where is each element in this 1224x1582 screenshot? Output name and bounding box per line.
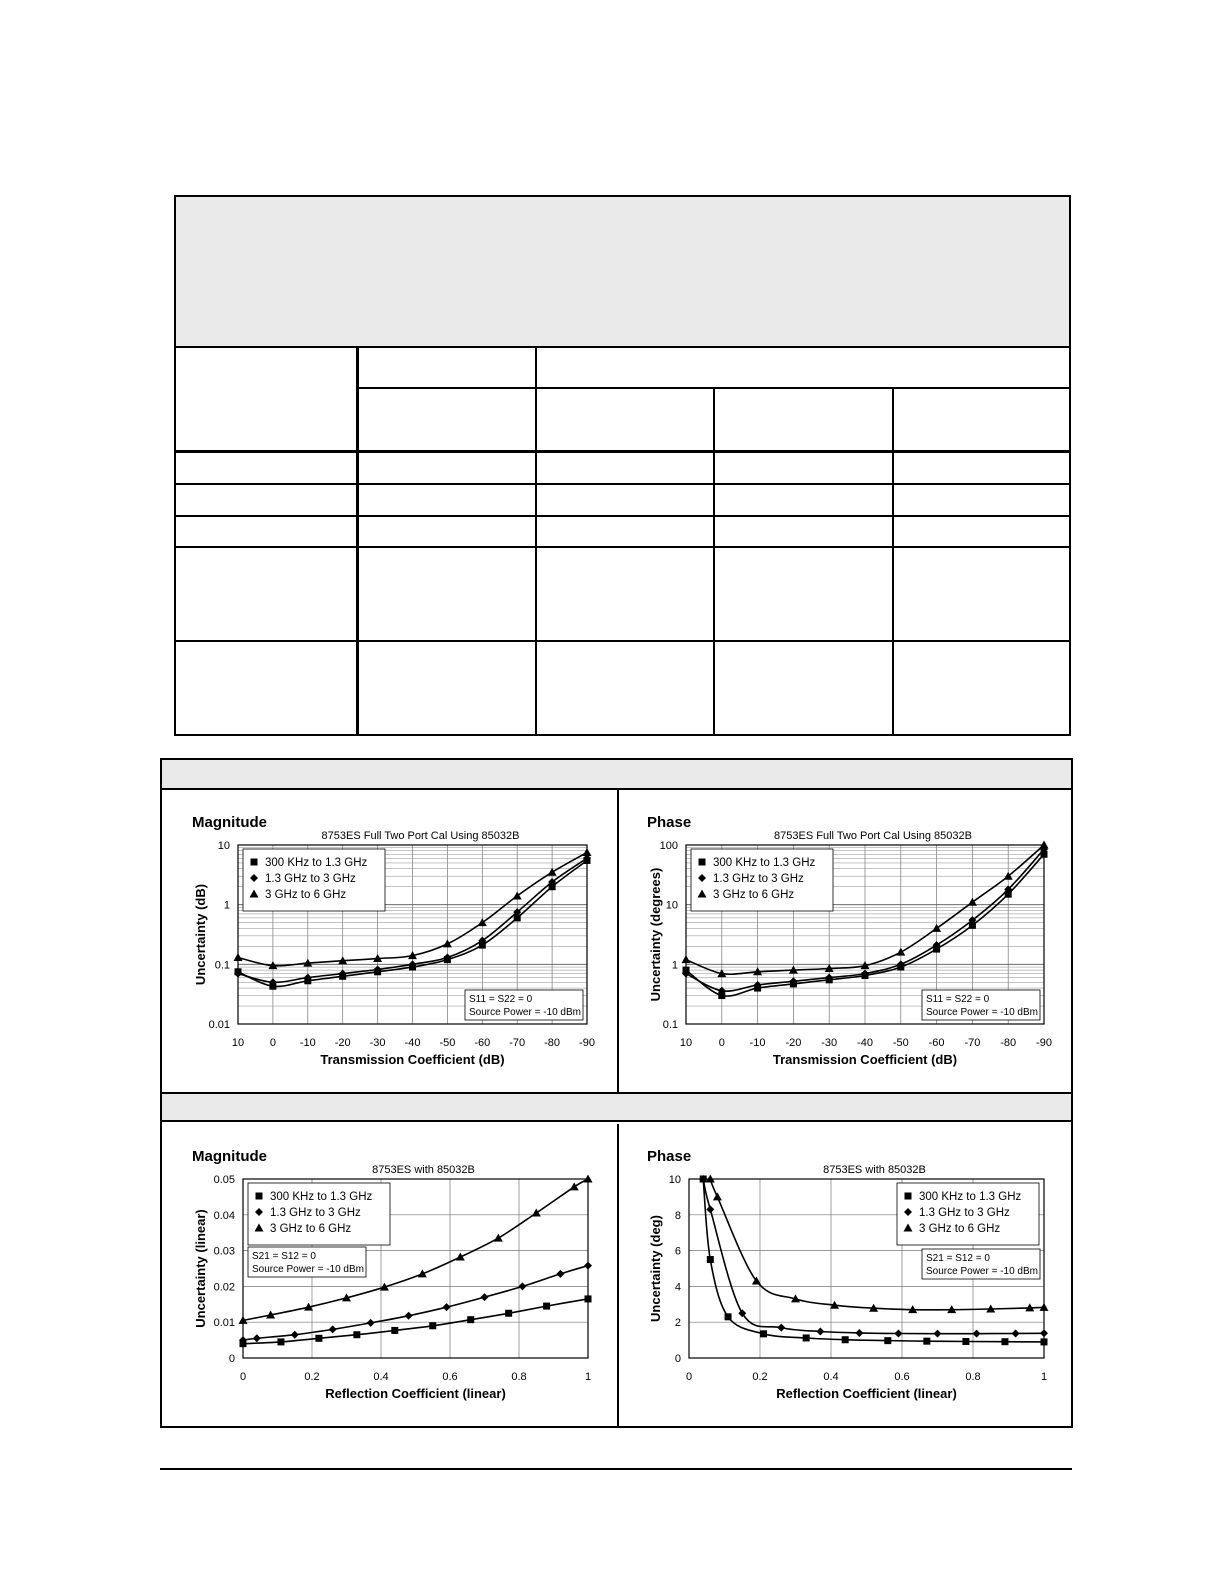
square-marker: [842, 1336, 849, 1343]
square-marker: [315, 1335, 322, 1342]
diamond-marker: [934, 1330, 942, 1338]
square-marker: [1041, 1338, 1048, 1345]
annotation-text: Source Power = -10 dBm: [252, 1264, 364, 1275]
diamond-marker: [556, 1270, 564, 1278]
x-tick-label: -30: [821, 1037, 838, 1049]
chart-title: 8753ES Full Two Port Cal Using 85032B: [321, 830, 520, 842]
x-tick-label: 0.4: [373, 1371, 389, 1383]
y-tick-label: 0: [674, 1353, 681, 1365]
diamond-marker: [518, 1282, 526, 1290]
y-tick-label: 0.1: [662, 1019, 678, 1031]
table-rule: [176, 546, 1069, 548]
y-tick-label: 0.01: [208, 1019, 230, 1031]
panel-label: Phase: [647, 814, 692, 831]
x-tick-label: -10: [299, 1037, 316, 1049]
x-axis-label: Reflection Coefficient (linear): [325, 1386, 506, 1401]
triangle-marker: [456, 1253, 465, 1261]
reflection-phase-chart: [617, 1124, 1071, 1426]
diamond-marker: [1040, 1329, 1048, 1337]
table-header-band: [176, 197, 1069, 310]
x-tick-label: 0.6: [442, 1371, 458, 1383]
chart-title: 8753ES with 85032B: [823, 1164, 926, 1176]
x-tick-label: -60: [474, 1037, 491, 1049]
y-axis-label: Uncertainty (degrees): [648, 867, 663, 1002]
diamond-marker: [973, 1330, 981, 1338]
triangle-marker: [570, 1182, 579, 1190]
square-marker: [277, 1338, 284, 1345]
panel-label: Magnitude: [192, 814, 267, 831]
diamond-marker: [443, 1303, 451, 1311]
legend-entry: 1.3 GHz to 3 GHz: [270, 1207, 361, 1219]
y-tick-label: 0.01: [213, 1317, 235, 1330]
legend-entry: 1.3 GHz to 3 GHz: [713, 873, 804, 885]
square-marker: [353, 1331, 360, 1338]
x-tick-label: 1: [584, 1371, 592, 1383]
x-tick-label: 0.4: [823, 1371, 839, 1383]
y-tick-label: 8: [674, 1209, 681, 1222]
triangle-marker: [443, 939, 452, 947]
x-axis-label: Transmission Coefficient (dB): [320, 1052, 505, 1067]
annotation-text: Source Power = -10 dBm: [926, 1266, 1038, 1277]
x-tick-label: 10: [679, 1037, 693, 1049]
legend-entry: 300 KHz to 1.3 GHz: [265, 857, 368, 869]
y-tick-label: 0: [228, 1353, 235, 1365]
diamond-marker: [253, 1334, 261, 1342]
square-marker: [760, 1330, 767, 1337]
panel-label: Phase: [647, 1148, 692, 1165]
y-axis-label: Uncertainty (dB): [193, 883, 208, 986]
triangle-marker: [896, 948, 905, 956]
x-tick-label: -80: [1000, 1037, 1017, 1049]
y-tick-label: 0.04: [213, 1209, 235, 1222]
square-marker: [429, 1322, 436, 1329]
y-tick-label: 0.1: [214, 959, 230, 972]
square-marker: [505, 1310, 512, 1317]
y-tick-label: 100: [659, 840, 678, 852]
annotation-text: Source Power = -10 dBm: [469, 1007, 581, 1018]
diamond-marker: [481, 1293, 489, 1301]
square-marker: [256, 1193, 263, 1200]
x-tick-label: -90: [579, 1037, 595, 1049]
square-marker: [467, 1316, 474, 1323]
diamond-marker: [1012, 1329, 1020, 1337]
x-tick-label: 1: [1040, 1371, 1048, 1383]
legend-entry: 300 KHz to 1.3 GHz: [713, 857, 816, 869]
triangle-marker: [968, 898, 977, 906]
annotation-text: Source Power = -10 dBm: [926, 1007, 1038, 1018]
chart-title: 8753ES Full Two Port Cal Using 85032B: [774, 830, 972, 842]
legend-entry: 300 KHz to 1.3 GHz: [270, 1191, 373, 1203]
x-tick-label: -70: [964, 1037, 981, 1049]
diamond-marker: [706, 1205, 714, 1213]
square-marker: [699, 859, 706, 866]
x-tick-label: -60: [928, 1037, 945, 1049]
x-axis-label: Transmission Coefficient (dB): [772, 1052, 958, 1067]
x-tick-label: 0.8: [965, 1371, 981, 1383]
footer-rule: [160, 1468, 1072, 1470]
y-tick-label: 10: [665, 899, 678, 912]
diamond-marker: [894, 1329, 902, 1337]
square-marker: [543, 1303, 550, 1310]
y-tick-label: 1: [671, 959, 678, 972]
table-rule: [176, 450, 1069, 453]
x-tick-label: 0.2: [752, 1371, 768, 1383]
x-tick-label: 0.6: [894, 1371, 910, 1383]
y-tick-label: 1: [223, 899, 230, 912]
x-tick-label: -80: [544, 1037, 561, 1049]
y-axis-label: Uncertainty (deg): [648, 1215, 663, 1322]
panel-label: Magnitude: [192, 1148, 267, 1165]
y-tick-label: 0.05: [213, 1174, 235, 1186]
x-tick-label: 0: [718, 1037, 725, 1049]
y-tick-label: 6: [674, 1245, 681, 1258]
square-marker: [1001, 1338, 1008, 1345]
square-marker: [725, 1313, 732, 1320]
triangle-marker: [494, 1234, 503, 1242]
x-tick-label: 10: [231, 1037, 245, 1049]
diamond-marker: [855, 1329, 863, 1337]
annotation-text: S11 = S22 = 0: [469, 994, 533, 1005]
square-marker: [251, 859, 258, 866]
triangle-marker: [234, 953, 243, 961]
x-tick-label: 0.8: [511, 1371, 527, 1383]
legend-entry: 1.3 GHz to 3 GHz: [265, 873, 356, 885]
x-tick-label: 0: [685, 1371, 693, 1383]
transmission-band: [162, 760, 1071, 790]
legend-entry: 1.3 GHz to 3 GHz: [919, 1207, 1010, 1219]
x-tick-label: -40: [404, 1037, 421, 1049]
x-tick-label: -50: [439, 1037, 456, 1049]
annotation-text: S21 = S12 = 0: [926, 1253, 990, 1264]
triangle-marker: [532, 1209, 541, 1217]
square-marker: [905, 1193, 912, 1200]
x-axis-label: Reflection Coefficient (linear): [776, 1386, 957, 1401]
table-subheader-band: [176, 308, 1069, 348]
legend-entry: 3 GHz to 6 GHz: [713, 889, 795, 901]
x-tick-label: -40: [857, 1037, 873, 1049]
chart-title: 8753ES with 85032B: [372, 1164, 475, 1176]
x-tick-label: -30: [369, 1037, 386, 1049]
triangle-marker: [713, 1192, 722, 1200]
y-tick-label: 0.02: [213, 1281, 235, 1294]
triangle-marker: [478, 918, 487, 926]
y-tick-label: 4: [674, 1281, 681, 1294]
table-rule: [176, 640, 1069, 642]
table-rule: [176, 515, 1069, 517]
triangle-marker: [932, 924, 941, 932]
table-rule: [713, 387, 715, 734]
x-tick-label: -10: [749, 1037, 766, 1049]
x-tick-label: 0: [269, 1037, 276, 1049]
transmission-magnitude-chart: [162, 790, 615, 1090]
triangle-marker: [583, 848, 592, 856]
x-tick-label: 0: [239, 1371, 247, 1383]
y-axis-label: Uncertainty (linear): [193, 1209, 208, 1328]
diamond-marker: [367, 1319, 375, 1327]
legend-entry: 300 KHz to 1.3 GHz: [919, 1191, 1022, 1203]
square-marker: [585, 1295, 592, 1302]
spec-table: [174, 195, 1071, 736]
x-tick-label: -70: [509, 1037, 526, 1049]
x-tick-label: -50: [892, 1037, 909, 1049]
reflection-band: [162, 1092, 1071, 1122]
x-tick-label: -20: [785, 1037, 802, 1049]
y-tick-label: 0.03: [213, 1245, 235, 1258]
diamond-marker: [291, 1331, 299, 1339]
x-tick-label: 0.2: [304, 1371, 320, 1383]
diamond-marker: [816, 1328, 824, 1336]
diamond-marker: [405, 1312, 413, 1320]
square-marker: [884, 1337, 891, 1344]
diamond-marker: [329, 1325, 337, 1333]
table-rule: [356, 346, 359, 734]
square-marker: [923, 1338, 930, 1345]
square-marker: [803, 1334, 810, 1341]
legend-entry: 3 GHz to 6 GHz: [270, 1223, 352, 1235]
annotation-text: S21 = S12 = 0: [252, 1251, 316, 1262]
y-tick-label: 2: [674, 1317, 681, 1330]
reflection-magnitude-chart: [162, 1124, 615, 1426]
diamond-marker: [584, 1262, 592, 1270]
table-rule: [176, 483, 1069, 485]
legend-entry: 3 GHz to 6 GHz: [919, 1223, 1001, 1235]
transmission-phase-chart: [617, 790, 1071, 1090]
x-tick-label: -90: [1036, 1037, 1052, 1049]
annotation-text: S11 = S22 = 0: [926, 994, 990, 1005]
square-marker: [707, 1256, 714, 1263]
table-rule: [535, 346, 537, 734]
y-tick-label: 10: [668, 1174, 681, 1186]
square-marker: [962, 1338, 969, 1345]
triangle-marker: [682, 955, 691, 963]
diamond-marker: [777, 1324, 785, 1332]
table-rule: [892, 387, 894, 734]
x-tick-label: -20: [334, 1037, 351, 1049]
y-tick-label: 10: [217, 840, 230, 852]
square-marker: [391, 1327, 398, 1334]
legend-entry: 3 GHz to 6 GHz: [265, 889, 347, 901]
